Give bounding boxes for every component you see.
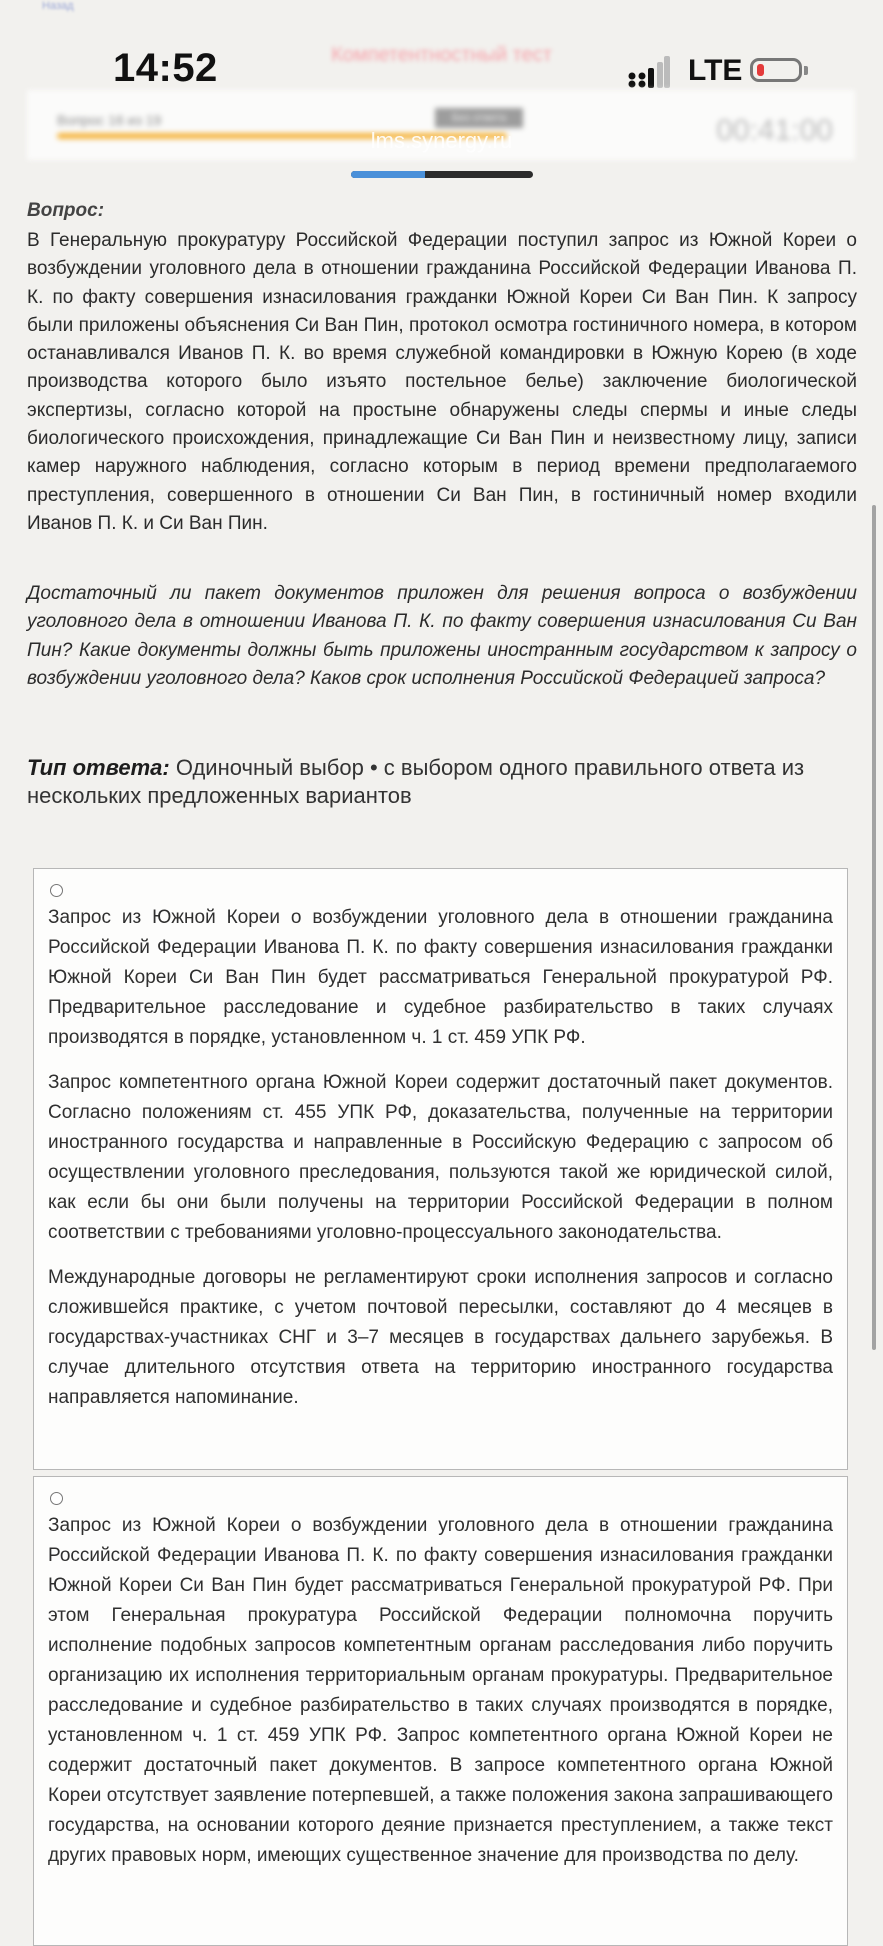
timer: 00:41:00: [716, 114, 833, 147]
status-badge: Без ответа: [435, 108, 523, 128]
scrollbar[interactable]: [872, 505, 876, 1350]
battery-nub: [804, 66, 808, 75]
question-label: Вопрос:: [27, 200, 105, 221]
page-load-progress-fill: [351, 171, 425, 178]
option-paragraph: Запрос из Южной Кореи о возбуждении уголовного дела в отношении гражданина Российской Федерации Иванова П. К. по факту совершения изнасилования гражданки Южной Кореи Си Ван Пин будет рассматриваться Генеральной прокуратурой РФ. Предварительное расследование и судебное разбирательство в таких случаях производятся в порядке, установленном ч. 1 ст. 459 УПК РФ.: [48, 907, 833, 1048]
page-title: Компетентностный тест: [331, 44, 552, 66]
option-paragraph: Запрос из Южной Кореи о возбуждении уголовного дела в отношении гражданина Российской Федерации Иванова П. К. по факту совершения изнасилования гражданки Южной Кореи Си Ван Пин будет рассматриваться Генеральной прокуратурой РФ. При этом Генеральная прокуратура Российской Федерации полномочна поручить исполнение подобных запросов компетентным органам расследования либо поручить организацию их исполнения территориальным органам прокуратуры. Предварительное расследование и судебное разбирательство в таких случаях производятся в порядке, установленном ч. 1 ст. 459 УПК РФ. Запрос компетентного органа Южной Кореи не содержит достаточный пакет документов. В запросе компетентного органа Южной Кореи отсутствует заявление потерпевшей, а также положения закона запрашивающего государства, на основании которого деяние признается преступлением, а также текст других правовых норм, имеющих существенное значение для производства по делу.: [48, 1515, 833, 1866]
question-sub-text: Достаточный ли пакет документов приложен для решения вопроса о возбуждении уголовного дела в отношении Иванова П. К. по факту совершения изнасилования Си Ван Пин? Какие документы должны быть приложены иностранным государством к запросу о возбуждении уголовного дела? Каков срок исполнения Российской Федерацией запроса?: [27, 583, 857, 689]
option-paragraph: Международные договоры не регламентируют сроки исполнения запросов и согласно сложившейся практике, с учетом почтовой пересылки, составляют до 4 месяцев в государствах-участниках СНГ и 3–7 месяцев в государствах дальнего зарубежья. В случае длительного отсутствия ответа на территорию иностранного государства направляется напоминание.: [48, 1267, 833, 1408]
question-counter: Вопрос 16 из 19: [57, 112, 162, 128]
url-bar[interactable]: lms.synergy.ru: [370, 128, 513, 153]
question-text: В Генеральную прокуратуру Российской Федерации поступил запрос из Южной Кореи о возбуждении уголовного дела в отношении гражданина Российской Федерации Иванова П. К. по факту совершения изнасилования гражданки Южной Кореи Си Ван Пин. К запросу были приложены объяснения Си Ван Пин, протокол осмотра гостиничного номера, в котором останавливался Иванов П. К. во время служебной командировки в Южную Корею (в ходе производства которого было изъято постельное белье) заключение биологической экспертизы, согласно которой на простыне обнаружены следы спермы и иные следы биологического происхождения, принадлежащие Си Ван Пин и неизвестному лицу, записи камер наружного наблюдения, согласно которым в период времени предполагаемого преступления, совершенного в отношении Си Ван Пин, в гостиничный номер входили Иванов П. К. и Си Ван Пин.: [27, 230, 857, 534]
answer-option-1[interactable]: [33, 868, 848, 1470]
signal-bars-icon: [628, 56, 670, 88]
radio-button[interactable]: [50, 1492, 63, 1505]
radio-button[interactable]: [50, 884, 63, 897]
battery-low-icon: [750, 58, 802, 82]
answer-type-value: Одиночный выбор • с выбором одного правильного ответа из нескольких предложенных вариантов: [27, 755, 805, 808]
back-link[interactable]: Назад: [42, 0, 74, 12]
option-paragraph: Запрос компетентного органа Южной Кореи содержит достаточный пакет документов. Согласно положениям ст. 455 УПК РФ, доказательства, полученные на территории иностранного государства и направленные в Российскую Федерацию с запросом об осуществлении уголовного преследования, пользуются такой же юридической силой, как если бы они были получены на территории Российской Федерации в полном соответствии с требованиями уголовно-процессуального законодательства.: [48, 1072, 833, 1243]
status-time: 14:52: [113, 46, 218, 90]
network-type: LTE: [688, 54, 743, 87]
answer-option-2[interactable]: [33, 1476, 848, 1946]
answer-type: [27, 754, 857, 810]
answer-type-label: Тип ответа:: [27, 755, 170, 780]
